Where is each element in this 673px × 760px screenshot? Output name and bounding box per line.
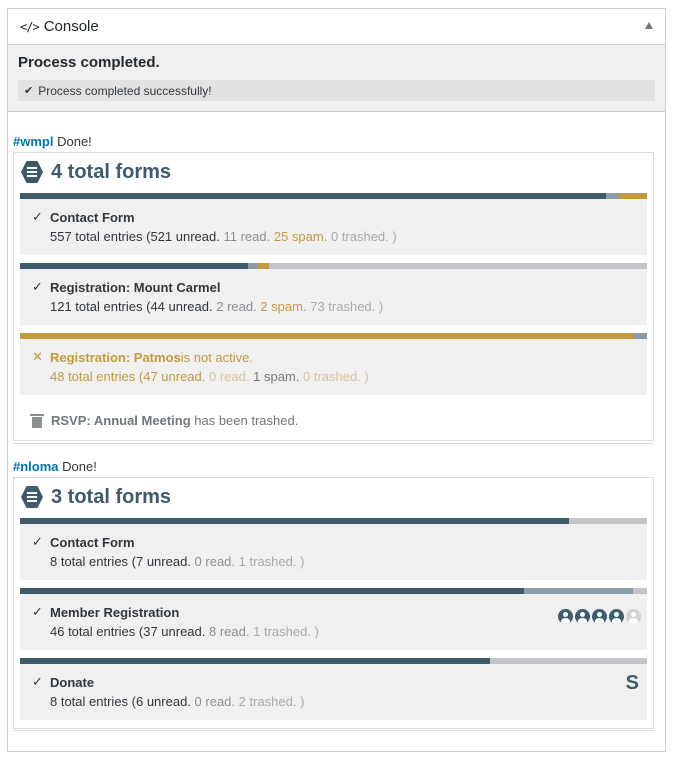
status-message: Process completed successfully! — [38, 83, 212, 98]
site-forms-box — [13, 152, 654, 441]
form-name: RSVP: Annual Meeting — [51, 413, 191, 428]
bar-segment-trashed — [569, 518, 647, 524]
site-heading — [13, 134, 654, 149]
form-name: Member Registration — [50, 604, 180, 620]
entries-summary: 8 total entries (7 unread. 0 read. 1 trashed. ) — [50, 554, 305, 569]
entries-summary: 557 total entries (521 unread. 11 read. 25 spam. 0 trashed. ) — [50, 229, 397, 244]
bar-segment-read — [524, 588, 633, 594]
status-title: Process completed. — [18, 54, 160, 71]
bar-segment-read — [634, 333, 647, 339]
user-avatar-icon — [626, 609, 641, 624]
form-name: Contact Form — [50, 534, 135, 550]
user-avatar-icon — [558, 609, 573, 624]
entries-summary: 48 total entries (47 unread. 0 read. 1 spam. 0 trashed. ) — [50, 369, 369, 384]
total-forms — [20, 484, 647, 510]
check-icon: ✓ — [32, 604, 43, 619]
bar-segment-spam — [619, 193, 647, 199]
forms-list-icon — [21, 161, 43, 183]
user-avatar-icon — [592, 609, 607, 624]
bar-segment-unread — [20, 193, 606, 199]
bar-segment-read — [248, 263, 258, 269]
collapse-arrow-icon[interactable] — [645, 22, 653, 29]
total-forms — [20, 159, 647, 185]
form-name: Donate — [50, 674, 95, 690]
form-name: Registration: Patmos — [50, 349, 181, 365]
entries-bar — [20, 518, 647, 524]
site-heading — [13, 459, 654, 474]
entries-bar — [20, 333, 647, 339]
form-card — [20, 193, 647, 255]
form-name: Contact Form — [50, 209, 135, 225]
forms-list-icon — [21, 486, 43, 508]
status-area — [8, 45, 665, 112]
bar-segment-unread — [20, 518, 569, 524]
total-forms-label: 4 total forms — [51, 160, 172, 183]
trashed-notice: has been trashed. — [190, 413, 299, 428]
bar-segment-trashed — [633, 588, 647, 594]
user-avatar-icon — [575, 609, 590, 624]
bar-segment-spam — [20, 333, 634, 339]
entries-summary: 121 total entries (44 unread. 2 read. 2 spam. 73 trashed. ) — [50, 299, 384, 314]
bar-segment-read — [606, 193, 618, 199]
status-message-box — [18, 80, 655, 101]
form-card — [20, 518, 647, 580]
trashed-form-notice — [20, 403, 647, 440]
entries-summary: 46 total entries (37 unread. 8 read. 1 trashed. ) — [50, 624, 319, 639]
total-forms-label: 3 total forms — [51, 485, 172, 508]
site-divider — [13, 443, 654, 444]
bar-segment-trashed — [490, 658, 647, 664]
checkmark-icon: ✔ — [24, 85, 34, 97]
entries-bar — [20, 588, 647, 594]
site-divider — [13, 730, 654, 731]
entries-bar — [20, 193, 647, 199]
stripe-icon: S — [625, 672, 639, 694]
user-avatar-icon — [609, 609, 624, 624]
site-status: Done! — [62, 459, 97, 474]
trash-icon — [30, 413, 44, 428]
site-wmpl — [13, 134, 654, 441]
inactive-notice: is not active. — [180, 349, 254, 365]
site-nloma — [13, 459, 654, 729]
console-header[interactable] — [8, 9, 665, 45]
entries-bar — [20, 263, 647, 269]
x-icon: ✕ — [32, 349, 43, 364]
check-icon: ✓ — [32, 674, 43, 689]
bar-segment-trashed — [269, 263, 647, 269]
form-card — [20, 263, 647, 325]
console-title: Console — [43, 18, 99, 35]
entries-summary: 8 total entries (6 unread. 0 read. 2 trashed. ) — [50, 694, 305, 709]
code-icon: </> — [20, 19, 39, 34]
site-hash-link[interactable]: #wmpl — [13, 134, 54, 149]
bar-segment-spam — [258, 263, 268, 269]
check-icon: ✓ — [32, 534, 43, 549]
bar-segment-unread — [20, 263, 248, 269]
bar-segment-unread — [20, 658, 490, 664]
user-registration-avatars — [558, 609, 641, 624]
form-card-inactive — [20, 333, 647, 395]
form-name: Registration: Mount Carmel — [50, 279, 221, 295]
form-card — [20, 658, 647, 720]
bar-segment-unread — [20, 588, 524, 594]
site-hash-link[interactable]: #nloma — [13, 459, 59, 474]
entries-bar — [20, 658, 647, 664]
site-forms-box — [13, 477, 654, 729]
check-icon: ✓ — [32, 279, 43, 294]
check-icon: ✓ — [32, 209, 43, 224]
site-status: Done! — [57, 134, 92, 149]
form-card — [20, 588, 647, 650]
